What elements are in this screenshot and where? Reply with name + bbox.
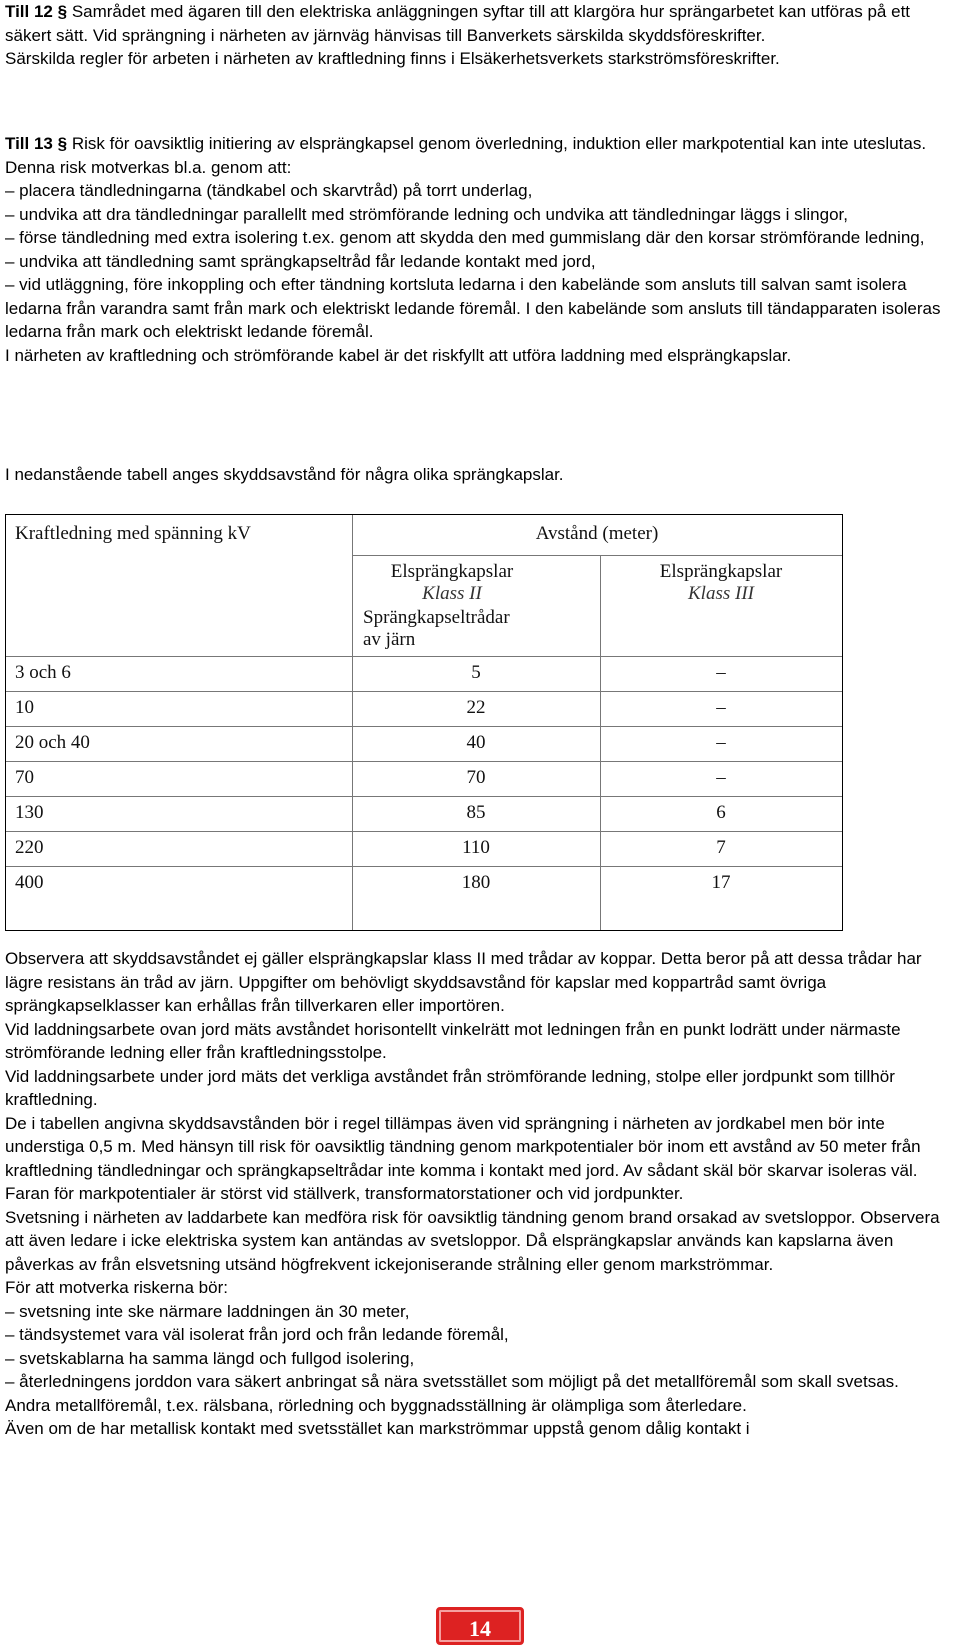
paragraph-elsakerhet: Särskilda regler för arbeten i närheten av kraftledning finns i Elsäkerhetsverkets starkströmsföreskrifter. bbox=[5, 49, 780, 68]
section-sign: § bbox=[57, 2, 68, 21]
paragraph-till-13 bbox=[5, 132, 950, 179]
section-sign: § bbox=[57, 134, 68, 153]
table-intro-section bbox=[5, 463, 950, 487]
page-number-badge bbox=[436, 1607, 524, 1645]
list-item: – placera tändledningarna (tändkabel och skarvtråd) på torrt underlag, bbox=[5, 181, 533, 200]
paragraph-jordkabel: De i tabellen angivna skyddsavstånden bör i regel tillämpas även vid sprängning i närheten av jordkabel men bör inte understiga 0,5 m. Med hänsyn till risk för oavsiktlig tändning genom markpotentialer bör inom ett avstånd av 50 meter från kraftledning tändledningar och sprängkapseltrådar inte komma i kontakt med jord. Av sådant skäl bör skarvar isoleras väl. Faran för markpotentialer är störst vid ställverk, transformatorstationer och vid jordpunkter. bbox=[5, 1113, 921, 1203]
paragraph-svetsning: Svetsning i närheten av laddarbete kan medföra risk för oavsiktlig tändning genom brand orsakad av svetsloppor. Observera att även ledare i icke elektriska system kan antändas av svetsloppor. Då elsprängkapslar används kan kapslarna även påverkas av från elsvetsning utsänd högfrekvent ickejoniserande strålning eller genom markströmmar. bbox=[5, 1207, 940, 1274]
cell-klass-2: 22 bbox=[466, 697, 486, 718]
list-item: – undvika att tändledning samt sprängkapseltråd får ledande kontakt med jord, bbox=[5, 251, 596, 271]
cell-klass-2: 85 bbox=[466, 802, 486, 823]
cell-voltage: 400 bbox=[15, 872, 44, 893]
intro-section bbox=[5, 0, 950, 71]
list-item: – svetsning inte ske närmare laddningen än 30 meter, bbox=[5, 1301, 410, 1321]
cell-klass-2: 110 bbox=[462, 837, 490, 858]
list-item: – förse tändledning med extra isolering t.ex. genom att skydda den med gummislang där den korsar strömförande ledning, bbox=[5, 228, 925, 247]
paragraph-text: Risk för oavsiktlig initiering av elsprängkapsel genom överledning, induktion eller markpotential kan inte uteslutas. Denna risk motverkas bl.a. genom att: bbox=[5, 134, 927, 177]
cell-klass-2: 5 bbox=[471, 662, 481, 683]
paragraph-motverka: För att motverka riskerna bör: bbox=[5, 1278, 228, 1297]
table-row bbox=[6, 726, 842, 761]
header-subnote bbox=[363, 607, 510, 651]
cell-klass-2: 180 bbox=[461, 872, 491, 893]
paragraph-text: Samrådet med ägaren till den elektriska anläggningen syftar till att klargöra hur sprängarbetet kan utföras på ett säkert sätt. Vid sprängning i närheten av järnväg hänvisas till Banverkets särskilda skyddsföreskrifter. bbox=[5, 2, 911, 45]
paragraph-table-intro: I nedanstående tabell anges skyddsavstånd för några olika sprängkapslar. bbox=[5, 465, 564, 484]
paragraph-under-jord: Vid laddningsarbete under jord mäts det verkliga avståndet från strömförande ledning, stolpe eller jordpunkt som tillhör kraftledning. bbox=[5, 1066, 895, 1109]
table-row bbox=[6, 761, 842, 796]
list-item: – vid utläggning, före inkoppling och efter tändning kortsluta ledarna i den kabelände som ansluts till salvan samt isolera ledarna från varandra samt från mark och elektriskt ledande föremål. I den kabelände som ansluts till tändapparaten isoleras ledarna från mark och elektriskt ledande föremål. bbox=[5, 275, 941, 341]
paragraph-metallforemal: Andra metallföremål, t.ex. rälsbana, rörledning och byggnadsställning är olämpliga som återledare. bbox=[5, 1395, 747, 1415]
header-klass-2 bbox=[352, 561, 552, 605]
header-distance: Avstånd (meter) bbox=[535, 523, 659, 544]
cell-klass-3: – bbox=[716, 732, 726, 753]
paragraph-till-12 bbox=[5, 0, 950, 47]
paragraph-narheten: I närheten av kraftledning och strömförande kabel är det riskfyllt att utföra laddning med elsprängkapslar. bbox=[5, 345, 792, 365]
cell-voltage: 220 bbox=[15, 837, 44, 858]
list-item: – tändsystemet vara väl isolerat från jord och från ledande föremål, bbox=[5, 1325, 509, 1344]
cell-klass-3: – bbox=[716, 767, 726, 788]
cell-voltage: 70 bbox=[15, 767, 34, 788]
list-item: – svetskablarna ha samma längd och fullgod isolering, bbox=[5, 1348, 415, 1368]
table-row bbox=[6, 796, 842, 831]
table-divider bbox=[352, 555, 842, 556]
cell-voltage: 3 och 6 bbox=[15, 662, 71, 683]
cell-klass-3: 17 bbox=[711, 872, 731, 893]
section-label: Till 13 bbox=[5, 134, 53, 153]
header-subnote-line2: av järn bbox=[363, 629, 416, 650]
cell-klass-2: 70 bbox=[466, 767, 486, 788]
list-item: – undvika att dra tändledningar parallellt med strömförande ledning och undvika att tändledningar läggs i slingor, bbox=[5, 204, 848, 224]
table-row bbox=[6, 691, 842, 726]
cell-klass-3: – bbox=[716, 662, 726, 683]
paragraph-ovan-jord: Vid laddningsarbete ovan jord mäts avståndet horisontellt vinkelrätt mot ledningen från en punkt lodrätt under närmaste strömförande ledning eller från kraftledningsstolpe. bbox=[5, 1019, 901, 1062]
cell-klass-2: 40 bbox=[466, 732, 486, 753]
notes-section bbox=[5, 947, 950, 1441]
paragraph-aven-om: Även om de har metallisk kontakt med svetsstället kan markströmmar uppstå genom dålig kontakt i bbox=[5, 1419, 750, 1438]
table-row bbox=[6, 831, 842, 866]
header-subnote-line1: Sprängkapseltrådar bbox=[363, 607, 510, 628]
distance-table bbox=[5, 514, 843, 931]
list-item: – återledningens jorddon vara säkert anbringat så nära svetsstället som möjligt på det metallföremål som skall svetsas. bbox=[5, 1372, 899, 1391]
cell-klass-3: – bbox=[716, 697, 726, 718]
header-klass-2-class: Klass II bbox=[422, 583, 482, 604]
section-label: Till 12 bbox=[5, 2, 53, 21]
header-klass-3-title: Elsprängkapslar bbox=[659, 561, 783, 582]
cell-klass-3: 7 bbox=[716, 837, 726, 858]
cell-voltage: 20 och 40 bbox=[15, 732, 90, 753]
header-klass-3-class: Klass III bbox=[688, 583, 754, 604]
header-klass-2-title: Elsprängkapslar bbox=[390, 561, 514, 582]
till-13-section bbox=[5, 132, 950, 367]
table-row bbox=[6, 656, 842, 691]
paragraph-observera: Observera att skyddsavståndet ej gäller elsprängkapslar klass II med trådar av koppar. Detta beror på att dessa trådar har lägre resistans än tråd av järn. Uppgifter om behövligt skyddsavstånd för kapslar med koppartråd samt övriga sprängkapselklasser kan erhållas från tillverkaren eller importören. bbox=[5, 949, 922, 1015]
header-voltage: Kraftledning med spänning kV bbox=[15, 523, 251, 544]
cell-klass-3: 6 bbox=[716, 802, 726, 823]
page-number: 14 bbox=[469, 1616, 491, 1641]
table-row bbox=[6, 866, 842, 901]
cell-voltage: 130 bbox=[15, 802, 44, 823]
cell-voltage: 10 bbox=[15, 697, 34, 718]
header-klass-3 bbox=[600, 561, 842, 605]
